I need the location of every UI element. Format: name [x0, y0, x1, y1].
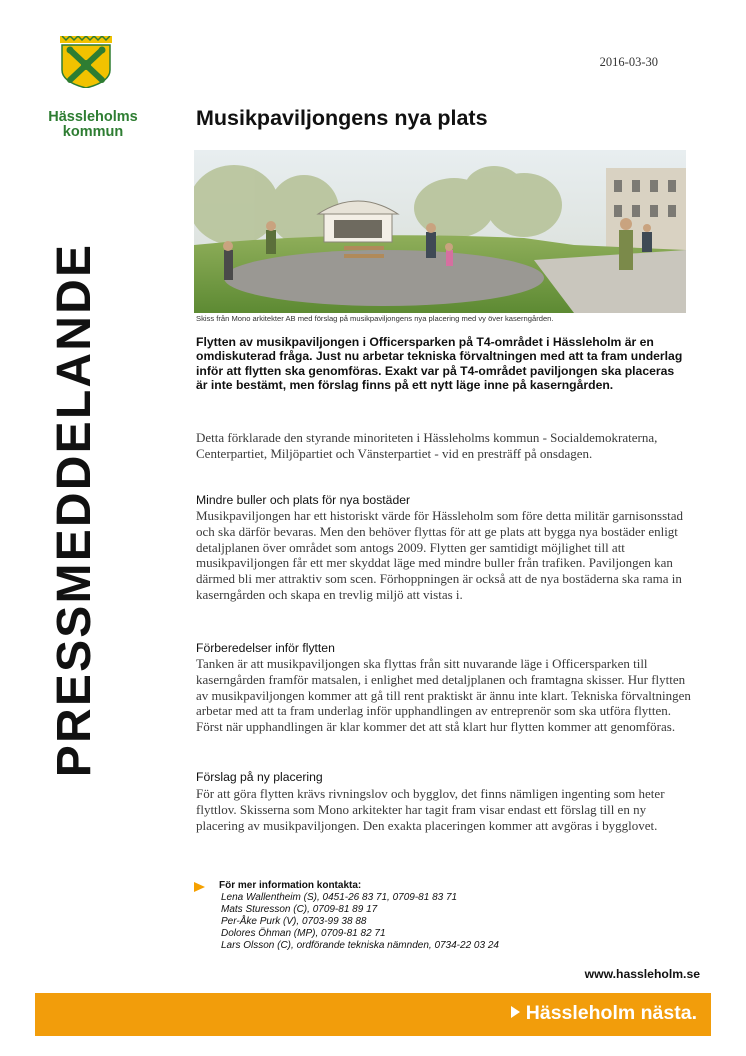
intro-paragraph: Detta förklarade den styrande minoriteten i Hässleholms kommun - Socialdemokraterna, Centerpartiet, Miljöpartiet och Vänsterpartiet - vid en presträff på onsdagen. — [196, 430, 658, 461]
release-date: 2016-03-30 — [599, 55, 658, 69]
section-text: Tanken är att musikpaviljongen ska flyttas från sitt nuvarande läge i Officersparken till kaserngården framför matsalen, i enlighet med detaljplanen och framtagna skisser. Hur flytten av musikpaviljongen kommer att gå till rent praktiskt är ännu inte klart. Tekniska förvaltningen arbetar med att ta fram underlag inför upphandlingen av entreprenör som ska utföra flytten. Först när upphandlingen är klar kommer det att stå klart hur flytten kommer att genomföras. — [196, 656, 691, 735]
brand-name — [43, 110, 143, 140]
contact-line: Per-Åke Purk (V), 0703-99 38 88 — [221, 916, 367, 927]
section-heading: Förberedelser inför flytten — [196, 641, 335, 655]
arrow-right-icon — [194, 882, 205, 892]
lead-paragraph: Flytten av musikpaviljongen i Officersparken på T4-området i Hässleholm är en omdiskuterad fråga. Just nu arbetar tekniska förvaltningen med att ta fram underlag inför att flytten ska genomföras. Exakt var på T4-området paviljongen ska placeras är inte bestämt, men förslag finns på ett nytt läge inne på kaserngården. — [196, 335, 683, 393]
footer-bar — [35, 993, 711, 1036]
contact-line: Dolores Öhman (MP), 0709-81 82 71 — [221, 928, 386, 939]
brand-name-line2: kommun — [62, 124, 124, 140]
contact-line: Lena Wallentheim (S), 0451-26 83 71, 0709-81 83 71 — [221, 892, 458, 903]
contact-line: Mats Sturesson (C), 0709-81 89 17 — [221, 904, 378, 915]
pavilion-sketch-image — [194, 150, 686, 313]
section-text: Musikpaviljongen har ett historiskt värde för Hässleholm som före detta militär garnisonsstad och ska därför bevaras. Men den behöver flyttas för att ge plats att bygga nya bostäder enligt detaljplanen över området som antogs 2009. Flytten ger samtidigt möjlighet till att musikpaviljongen får ett mer skyddat läge med mindre buller från trafiken. Paviljongen kan därmed bli mer attraktiv som scen. Förhoppningen är också att de nya bostäderna ska rama in kaserngården och skapa en trevlig miljö att vistas i. — [196, 508, 684, 602]
section-heading: Förslag på ny placering — [196, 770, 323, 784]
photo-caption: Skiss från Mono arkitekter AB med förslag på musikpaviljongens nya placering med vy över kaserngården. — [196, 314, 554, 323]
brand-name-line1: Hässleholms — [48, 109, 138, 125]
play-arrow-icon — [511, 1006, 520, 1018]
contact-title: För mer information kontakta: — [219, 880, 362, 891]
page-title: Musikpaviljongens nya plats — [196, 106, 488, 130]
press-release-label: PRESSMEDDELANDE — [48, 242, 101, 778]
coat-of-arms-icon — [58, 36, 114, 88]
coat-of-arms-logo — [58, 36, 114, 88]
section-heading: Mindre buller och plats för nya bostäder — [196, 493, 411, 507]
contact-block — [219, 880, 499, 952]
contact-line: Lars Olsson (C), ordförande tekniska nämnden, 0734-22 03 24 — [221, 940, 499, 951]
slogan-text: Hässleholm nästa. — [525, 1002, 697, 1024]
section-text: För att göra flytten krävs rivningslov och bygglov, det finns nämligen ingenting som heter flyttlov. Skisserna som Mono arkitekter har tagit fram visar endast ett förslag till en ny placering av musikpaviljongen. Den exakta placeringen kommer att avgöras i bygglovet. — [196, 786, 665, 833]
slogan — [511, 1002, 697, 1025]
website-link[interactable]: www.hassleholm.se — [584, 967, 700, 981]
